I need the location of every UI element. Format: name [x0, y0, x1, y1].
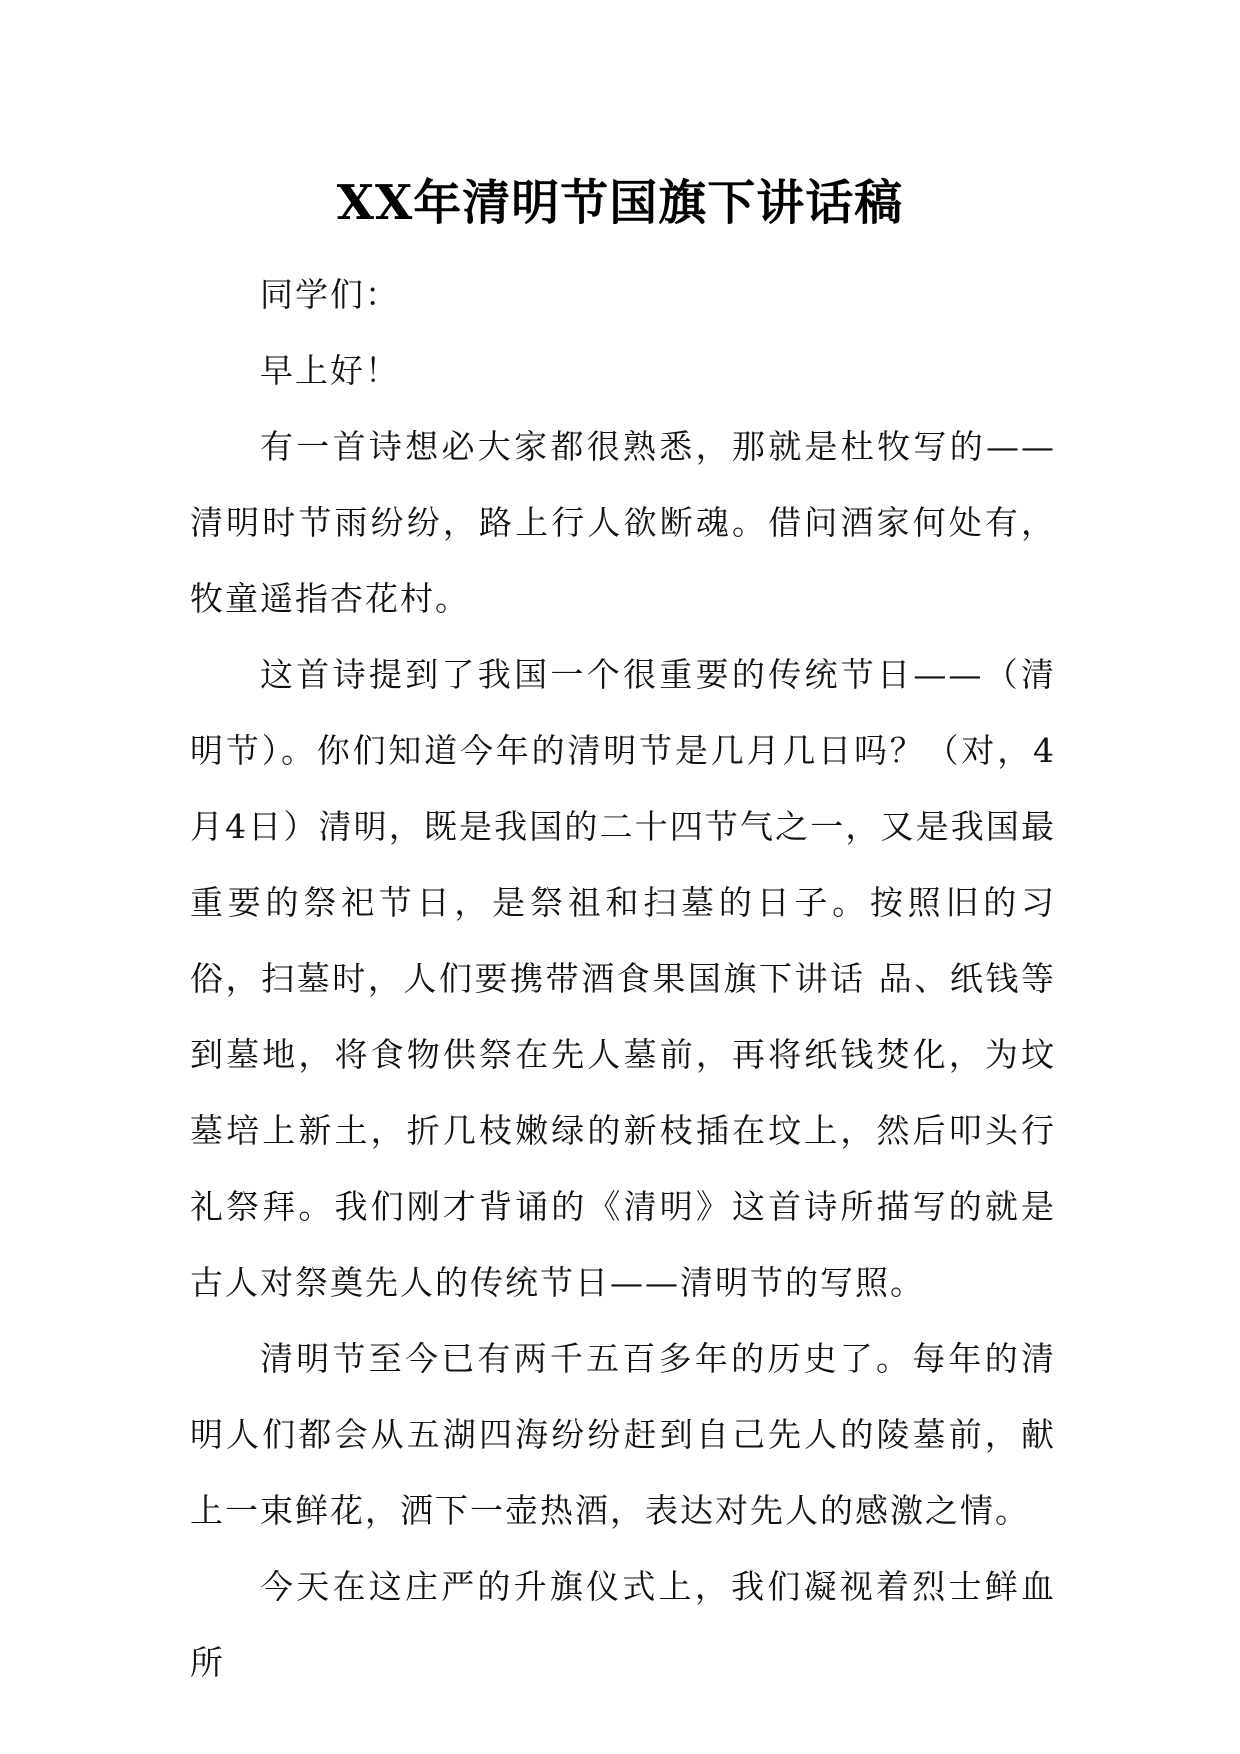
paragraph-good-morning: 早上好！	[260, 351, 400, 390]
document-title: XX年清明节国旗下讲话稿	[336, 175, 904, 231]
paragraph-poem-intro: 有一首诗想必大家都很熟悉，那就是杜牧写的——清明时节雨纷纷，路上行人欲断魂。借问酒家何处有，牧童遥指杏花村。	[190, 427, 1056, 618]
paragraph-tradition: 清明节至今已有两千五百多年的历史了。每年的清明人们都会从五湖四海纷纷赶到自己先人的陵墓前，献上一束鲜花，洒下一壶热酒，表达对先人的感激之情。	[190, 1339, 1056, 1530]
document-body	[190, 257, 1056, 1701]
paragraph-ceremony: 今天在这庄严的升旗仪式上，我们凝视着烈士鲜血所	[190, 1567, 1056, 1682]
paragraph-greeting: 同学们：	[260, 275, 400, 314]
paragraph-festival-history: 这首诗提到了我国一个很重要的传统节日——（清明节）。你们知道今年的清明节是几月几日吗？（对，4月4日）清明，既是我国的二十四节气之一，又是我国最重要的祭祀节日，是祭祖和扫墓的日子。按照旧的习俗，扫墓时，人们要携带酒食果国旗下讲话 品、纸钱等到墓地，将食物供祭在先人墓前，再将纸钱焚化，为坟墓培上新土，折几枝嫩绿的新枝插在坟上，然后叩头行礼祭拜。我们刚才背诵的《清明》这首诗所描写的就是古人对祭奠先人的传统节日——清明节的写照。	[190, 655, 1056, 1302]
